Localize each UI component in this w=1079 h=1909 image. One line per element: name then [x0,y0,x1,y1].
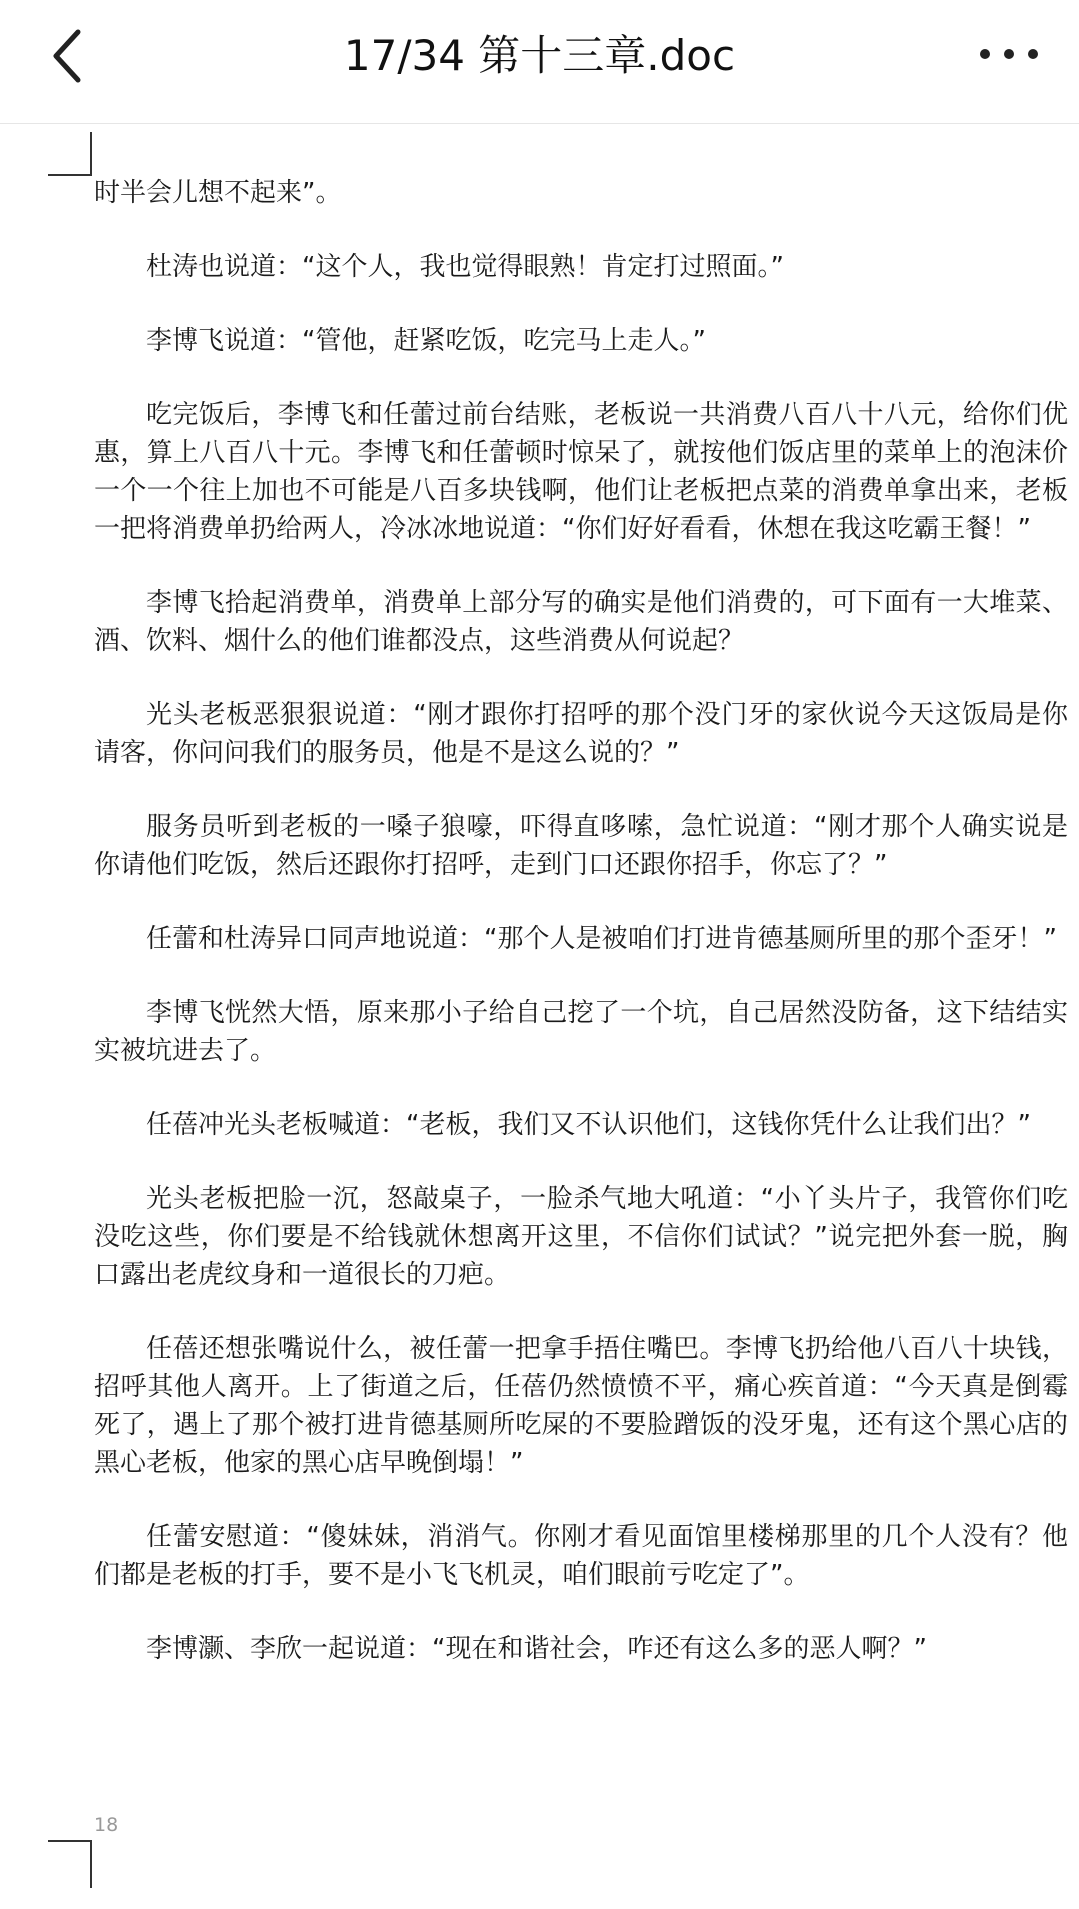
paragraph: 李博飞拾起消费单，消费单上部分写的确实是他们消费的，可下面有一大堆菜、酒、饮料、烟什么的他们谁都没点，这些消费从何说起？ [94,588,1068,656]
more-horizontal-icon [973,36,1045,72]
paragraph: 任蕾和杜涛异口同声地说道：“那个人是被咱们打进肯德基厕所里的那个歪牙！” [146,924,1057,954]
paragraph: 光头老板恶狠狠说道：“刚才跟你打招呼的那个没门牙的家伙说今天这饭局是你请客，你问问我们的服务员，他是不是这么说的？” [94,700,1068,768]
paragraph: 任蓓冲光头老板喊道：“老板，我们又不认识他们，这钱你凭什么让我们出？” [146,1110,1031,1140]
page-corner-mark-bottom [48,1840,92,1888]
paragraph: 李博飞说道：“管他，赶紧吃饭，吃完马上走人。” [146,326,706,356]
paragraph: 任蓓还想张嘴说什么，被任蕾一把拿手捂住嘴巴。李博飞扔给他八百八十块钱，招呼其他人离开。上了街道之后，任蓓仍然愤愤不平，痛心疾首道：“今天真是倒霉死了，遇上了那个被打进肯德基厕所吃屎的不要脸蹭饭的没牙鬼，还有这个黑心店的黑心老板，他家的黑心店早晚倒塌！” [94,1334,1068,1478]
top-bar [0,0,1079,124]
chevron-left-icon [44,26,92,86]
paragraph: 吃完饭后，李博飞和任蕾过前台结账，老板说一共消费八百八十八元，给你们优惠，算上八百八十元。李博飞和任蕾顿时惊呆了，就按他们饭店里的菜单上的泡沫价一个一个往上加也不可能是八百多块钱啊，他们让老板把点菜的消费单拿出来，老板一把将消费单扔给两人，冷冰冰地说道：“你们好好看看，休想在我这吃霸王餐！” [94,400,1068,544]
paragraph: 光头老板把脸一沉，怒敲桌子，一脸杀气地大吼道：“小丫头片子，我管你们吃没吃这些，你们要是不给钱就休想离开这里，不信你们试试？”说完把外套一脱，胸口露出老虎纹身和一道很长的刀疤。 [94,1184,1068,1290]
paragraph: 时半会儿想不起来”。 [94,178,342,208]
document-page[interactable] [0,124,1079,1909]
back-button[interactable] [44,26,92,86]
paragraph: 李博飞恍然大悟，原来那小子给自己挖了一个坑，自己居然没防备，这下结结实实被坑进去了。 [94,998,1068,1066]
page-corner-mark-top [48,132,92,176]
document-body [94,174,1068,1704]
paragraph: 服务员听到老板的一嗓子狼嚎，吓得直哆嗦，急忙说道：“刚才那个人确实说是你请他们吃饭，然后还跟你打招呼，走到门口还跟你招手，你忘了？” [94,812,1068,880]
paragraph: 李博灏、李欣一起说道：“现在和谐社会，咋还有这么多的恶人啊？” [146,1634,927,1664]
document-title: 17/34 第十三章.doc [343,31,736,80]
paragraph: 杜涛也说道：“这个人，我也觉得眼熟！肯定打过照面。” [146,252,784,282]
page-number: 18 [94,1814,119,1836]
more-options-button[interactable] [973,36,1045,72]
paragraph: 任蕾安慰道：“傻妹妹，消消气。你刚才看见面馆里楼梯那里的几个人没有？他们都是老板的打手，要不是小飞飞机灵，咱们眼前亏吃定了”。 [94,1522,1068,1590]
